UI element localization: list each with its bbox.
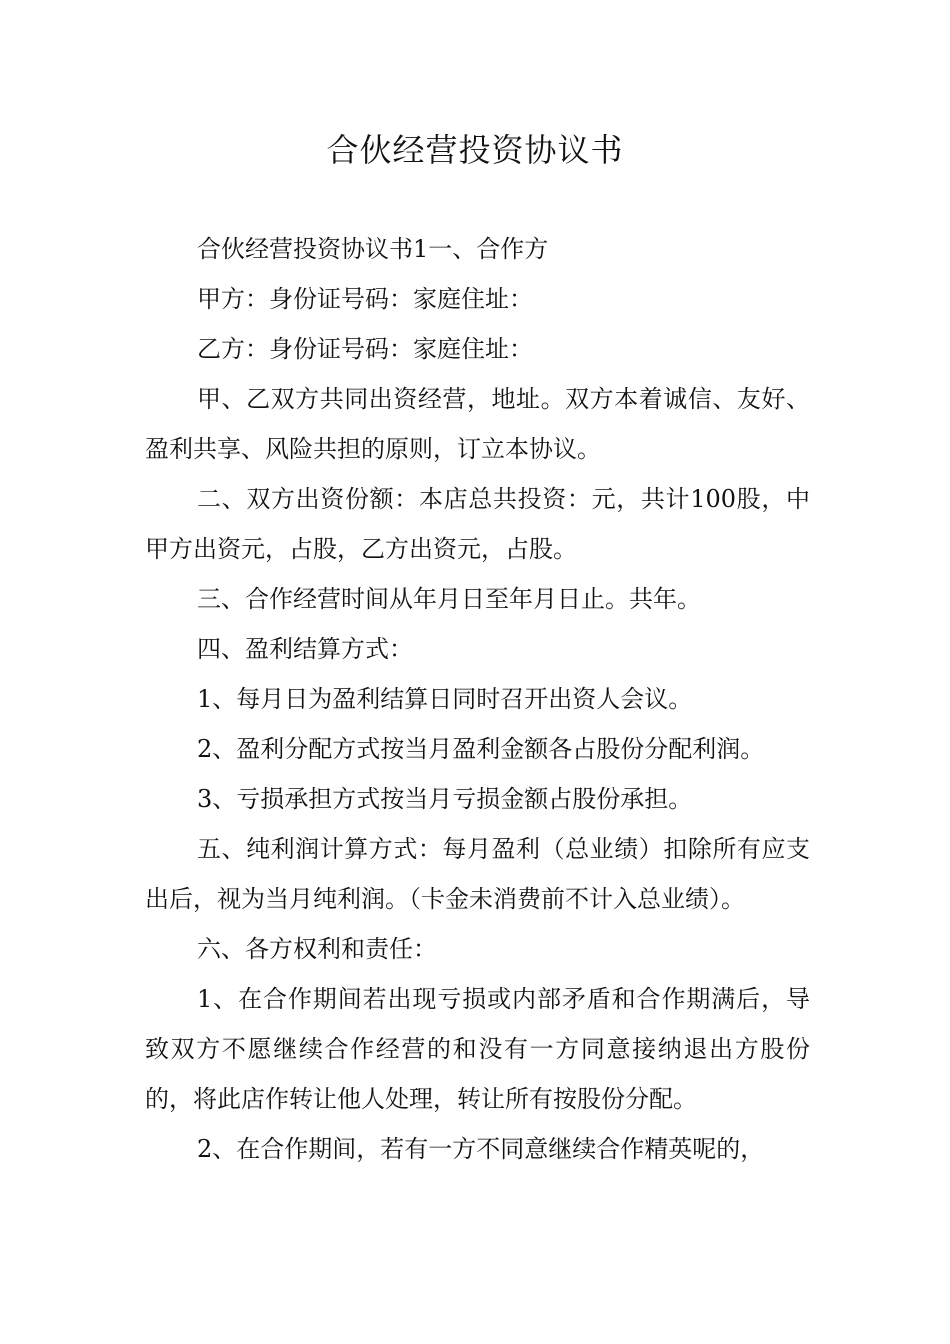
paragraph: 六、各方权利和责任：	[197, 935, 437, 963]
paragraph: 五、纯利润计算方式：每月盈利（总业绩）扣除所有应支出后，视为当月纯利润。（卡金未消费前不计入总业绩）。	[145, 835, 810, 913]
paragraph: 甲、乙双方共同出资经营，地址。双方本着诚信、友好、盈利共享、风险共担的原则，订立本协议。	[145, 385, 810, 463]
paragraph: 3、亏损承担方式按当月亏损金额占股份承担。	[197, 785, 693, 813]
paragraph: 合伙经营投资协议书1一、合作方	[197, 235, 549, 263]
document-title: 合伙经营投资协议书	[326, 131, 624, 169]
paragraph: 2、盈利分配方式按当月盈利金额各占股份分配利润。	[197, 735, 765, 763]
paragraph: 2、在合作期间，若有一方不同意继续合作精英呢的，	[197, 1135, 765, 1163]
paragraph: 1、每月日为盈利结算日同时召开出资人会议。	[197, 685, 693, 713]
paragraph: 甲方：身份证号码：家庭住址：	[197, 285, 533, 313]
paragraph: 1、在合作期间若出现亏损或内部矛盾和合作期满后，导致双方不愿继续合作经营的和没有一方同意接纳退出方股份的，将此店作转让他人处理，转让所有按股份分配。	[145, 985, 810, 1113]
paragraph: 二、双方出资份额：本店总共投资：元，共计100股，中甲方出资元，占股，乙方出资元，占股。	[145, 485, 810, 563]
paragraph: 乙方：身份证号码：家庭住址：	[197, 335, 533, 363]
document-body	[145, 224, 810, 1174]
paragraph: 四、盈利结算方式：	[197, 635, 413, 663]
paragraph: 三、合作经营时间从年月日至年月日止。共年。	[197, 585, 701, 613]
